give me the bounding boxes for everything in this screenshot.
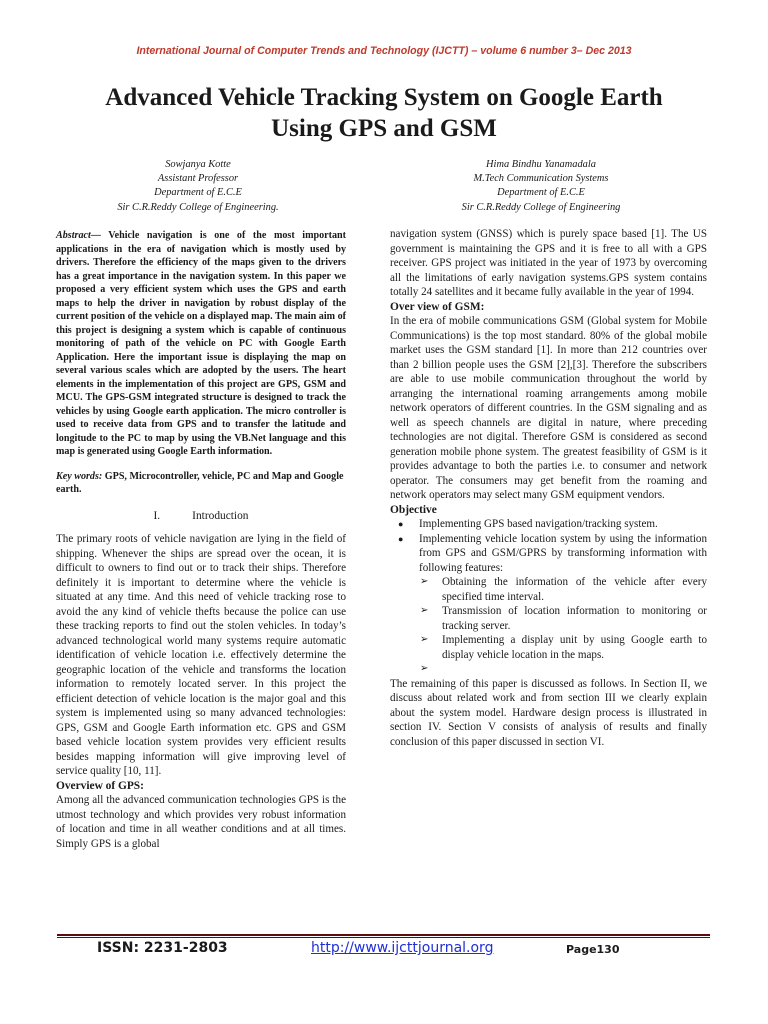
author-2-position: M.Tech Communication Systems xyxy=(473,173,609,185)
footer-divider xyxy=(57,934,710,938)
feature-text xyxy=(442,663,445,675)
author-1-department: Department of E.C.E xyxy=(154,187,242,199)
closing-paragraph: The remaining of this paper is discussed as follows. In Section II, we discuss about related work and from section III we clearly explain about the system model. Hardware design process is illustrated in section IV. Section V consists of analysis of results and finally conclusion of this paper discussed in section VI. xyxy=(390,677,707,748)
arrow-bullet-icon: ➢ xyxy=(420,634,429,645)
abstract-text: Vehicle navigation is one of the most important applications in the era of navigation which is mostly used by drivers. Therefore the efficiency of the maps given to the drivers has a great importance in the navigation system. In this paper we proposed a very efficient system which uses the GPS and earth maps to help the driver in navigation by robust display of the current position of the vehicle on a displayed map. The main aim of this project is designing a system which is capable of continuous monitoring of path of the vehicle on PC with Google Earth Application. Here the important issue is displaying the map on several various scales which are adopted by the users. The heart elements in the implementation of this project are GPS, GSM and MCU. The GPS-GSM integrated structure is designed to track the vehicles by using Google earth application. The micro controller is used to receive data from GPS and to transfer the latitude and longitude to the PC to map by using the VB.Net language and this map is generated using Google Earth information. xyxy=(56,230,347,457)
gsm-heading: Over view of GSM: xyxy=(390,300,485,313)
keywords xyxy=(56,470,346,497)
list-item xyxy=(390,532,707,576)
journal-header: International Journal of Computer Trends and Technology (IJCTT) – volume 6 number 3– Dec 2013 xyxy=(136,45,632,57)
gps-paragraph-left: Among all the advanced communication technologies GPS is the utmost technology and which provides very robust information of location and time in all weather conditions and at all times. Simply GPS is a global xyxy=(56,794,346,850)
gps-heading: Overview of GPS: xyxy=(56,779,144,792)
arrow-bullet-icon: ➢ xyxy=(420,605,429,616)
keywords-label: Key words: xyxy=(56,470,103,482)
list-item xyxy=(390,604,707,633)
paper-title-line2: Using GPS and GSM xyxy=(271,115,497,142)
author-1-name: Sowjanya Kotte xyxy=(165,159,231,170)
list-item xyxy=(390,575,707,604)
feature-text: Implementing a display unit by using Google earth to display vehicle location in the maps. xyxy=(442,634,707,661)
feature-text: Transmission of location information to monitoring or tracking server. xyxy=(442,605,707,632)
list-item xyxy=(390,662,707,677)
author-1 xyxy=(68,158,328,215)
author-2-name: Hima Bindhu Yanamadala xyxy=(486,159,596,170)
gsm-paragraph: In the era of mobile communications GSM (Global system for Mobile Communications) is the top most standard. 80% of the global mobile market uses the GSM standard [1]. In more than 212 countries over than 2 billion people uses the GSM [2],[3]. Therefore the subscribers are able to use mobile communication throughout the world by arranging the international roaming arrangements among mobile network operators of different countries. In the GSM signaling and as well as speech channels are digital in nature, where preceding technologies are not digital. Therefore GSM is considered as second generation mobile phone system. The greatest feasibility of GSM is it provides advantage to both the parties i.e. to consumer and network operator. The consumers may get benefit from the roaming and network operators may select many GSM equipment vendors. xyxy=(390,315,707,501)
abstract-label: Abstract xyxy=(56,230,91,241)
bullet-text: Implementing vehicle location system by using the information from GPS and GSM/GPRS by transforming information with following features: xyxy=(419,532,707,574)
arrow-bullet-icon: ➢ xyxy=(420,663,429,674)
right-column xyxy=(390,227,707,749)
author-1-position: Assistant Professor xyxy=(157,173,239,185)
feature-text: Obtaining the information of the vehicle after every specified time interval. xyxy=(442,576,707,603)
feature-list xyxy=(390,575,707,677)
bullet-icon: ● xyxy=(398,533,404,544)
list-item xyxy=(390,633,707,662)
left-column xyxy=(56,229,346,851)
keywords-text: GPS, Microcontroller, vehicle, PC and Map and Google earth. xyxy=(56,470,344,495)
paper-title xyxy=(40,82,728,144)
footer-issn: ISSN: 2231-2803 xyxy=(97,940,228,956)
author-2-department: Department of E.C.E xyxy=(497,187,585,199)
author-2-college: Sir C.R.Reddy College of Engineering xyxy=(461,201,621,213)
footer-page-number: Page130 xyxy=(566,943,620,956)
abstract-dash: — xyxy=(90,230,109,241)
objective-heading: Objective xyxy=(390,503,437,516)
gps-paragraph-right: navigation system (GNSS) which is purely space based [1]. The US government is maintaining the GPS and it is free to all with a GPS receiver. GPS project was initiated in the year of 1973 by overcoming all the limitations of early navigation systems.GPS system contains totally 24 satellites and it became fully available in the year of 1994. xyxy=(390,228,707,298)
section-heading-introduction xyxy=(56,509,346,524)
bullet-icon: ● xyxy=(398,519,404,529)
section-title: Introduction xyxy=(192,509,249,522)
intro-paragraph: The primary roots of vehicle navigation are lying in the field of shipping. Whenever the ships are spread over the ocean, it is difficult to owners to find out or to track their ships. Therefore definitely it is important to determine where the vehicle is situated at any time. And this need of vehicle tracking rose to avoid the any kind of vehicle thefts because the police can use these tracking reports to find out the stolen vehicles. In today’s advanced technological world many systems require automatic identification of vehicle location i.e. effectively determine the geographic location of the vehicle and transforms the location information to remotely located server. In this project the efficient detection of vehicle location is the major goal and this system is implemented using so many advanced technologies: GPS, GSM and Google Earth information etc. GPS and GSM based vehicle location system provides very efficient results besides mapping information will give improving level of service quality [10, 11]. xyxy=(56,533,346,777)
bullet-text: Implementing GPS based navigation/tracking system. xyxy=(419,518,658,530)
arrow-bullet-icon: ➢ xyxy=(420,576,429,587)
author-1-college: Sir C.R.Reddy College of Engineering. xyxy=(117,201,279,213)
list-item xyxy=(390,517,707,532)
paper-title-line1: Advanced Vehicle Tracking System on Google Earth xyxy=(105,84,663,111)
abstract xyxy=(56,229,346,459)
author-2 xyxy=(411,158,671,215)
section-number: I. xyxy=(153,509,161,522)
objective-list xyxy=(390,517,707,575)
footer-journal-link[interactable]: http://www.ijcttjournal.org xyxy=(311,940,494,956)
